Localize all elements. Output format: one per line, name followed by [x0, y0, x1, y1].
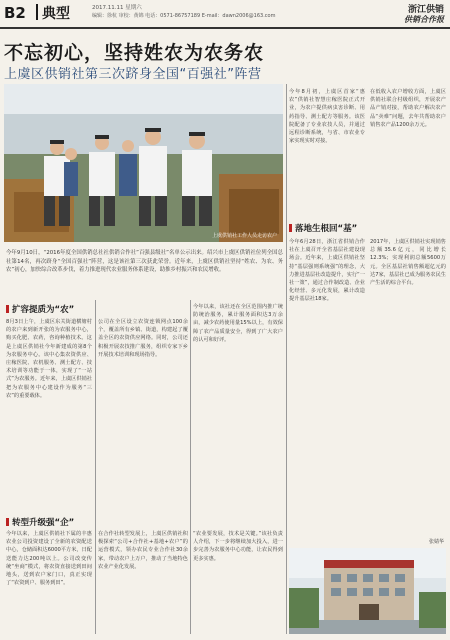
group-photo-illustration: [4, 84, 283, 242]
page-number: B2: [4, 4, 26, 22]
column-2-text: 公司在全区设立农资连锁网点100余个，覆盖所有乡镇、街道，构建起了覆盖全区的农资供应网络。同时，公司还积极开展农技推广服务，组织专家下乡开展技术培训和现场指导。: [98, 319, 188, 358]
section-heading-text: 扩容提质为“农”: [12, 305, 75, 315]
section-heading-text: 落地生根回“基”: [295, 224, 358, 234]
column-3-text-lower: “农业要发展，技术是关键。”该社负责人介绍，下一步将继续加大投入，进一步完善为农服务中心功能，让农民得到更多实惠。: [193, 531, 283, 562]
column-4-text: 今年8月初，上虞区首家“惠农”供销社智慧庄稼医院正式开业，为农户提供病虫害诊断、用药指导、测土配方等服务。该医院配备了专业农技人员，并通过远程诊断系统，与省、市农业专家实现实时对接。: [289, 89, 365, 145]
masthead: [0, 0, 450, 28]
column-5-text-lower: 2017年，上虞区供销社实现销售总额35.6亿元，同比增长12.3%；实现利润总额5600万元。全区基层社销售额超亿元的达7家，基层社已成为服务农民生产生活的综合平台。: [370, 239, 446, 287]
column-4-text-lower: 今年6月28日，浙江省供销合作社在上虞召开全省基层社建设现场会。近年来，上虞区供销社坚持“基层强则系统强”的理念，大力推进基层社改造提升，实行“一社一策”，通过合作制改造、企业化经营、多元化发展，累计改造提升基层社18家。: [289, 239, 365, 303]
column-1-text: 8月3日上午，上虞区东关街道横塘村的农户来到新开张的为农服务中心，购买化肥、农药，咨询种植技术。这是上虞区供销社今年新建成的第8个为农服务中心。该中心集农资供应、庄稼医院、农机服务、测土配方、技术培训等功能于一体，实现了“一站式”为农服务。近年来，上虞区供销社把为农服务中心建设作为服务“三农”的重要载体。: [6, 319, 92, 399]
column-3-text: 今年以来，该社还在全区范围内推广统防统治服务，累计服务面积达3万余亩，减少农药使用量15%以上，有效保障了农产品质量安全，得到了广大农户的认可和好评。: [193, 304, 283, 343]
newspaper-logo: 供销合作报: [404, 14, 444, 24]
article-lede: 今年9月10日，“2016年度全国供销总社社供销合作社”百强县级社”名单公示出来。绍兴市上虞区供销社位列全国总社第14名，再次跻身“全国百强社”阵营，这是该社第三次获此荣誉。近年来，上虞区供销社坚持“姓农、为农、务农”初心，加快综合改革步伐，着力推进现代农业服务体系建设，助推乡村振兴和农民增收。: [6, 250, 283, 274]
brand-name: 浙江供销: [407, 5, 444, 15]
heading-marker: [6, 305, 9, 313]
column-divider: [95, 300, 96, 634]
author-byline: 张婧华: [428, 539, 444, 545]
photo-caption: 上虞供销社工作人员走访农户: [211, 233, 277, 239]
section-title: 典型: [42, 6, 70, 22]
heading-marker: [289, 224, 292, 232]
section-heading: [6, 516, 74, 528]
masthead-divider: [36, 4, 38, 20]
editor-contact: 编辑：徐杭 审校：黄锦 电话：0571-86757189 E-mail：dawn2006@163.com: [92, 13, 276, 19]
building-photo: [289, 548, 446, 634]
building-illustration: [289, 548, 446, 634]
section-heading: [6, 303, 74, 315]
section-heading: [289, 222, 357, 234]
heading-marker: [6, 518, 9, 526]
column-5-text: 在低收入农户增收方面，上虞区供销社联合村级组织，开展农产品产销对接，帮助农户解决农产品“卖难”问题，去年共帮助农户销售农产品1200余万元。: [370, 89, 446, 128]
column-2-text-lower: 在合作社转型发展上，上虞区供销社积极探索“公司+合作社+基地+农户”的运营模式，领办农民专业合作社30余家，带动农户上万户，推动了当地特色农业产业化发展。: [98, 531, 188, 570]
masthead-rule: [0, 27, 450, 29]
issue-date: 2017.11.11 星期六: [92, 5, 142, 11]
column-1-text-lower: 今年以来，上虞区供销社下属的丰惠农业公司投资建设了全新的农资配送中心，仓储面积达6000平方米，日配送能力达200吨以上。公司改变传统“坐商”模式，将农资直接送到田间地头，送到农户家门口，真正实现了“农资到户、服务到田”。: [6, 531, 92, 587]
headline: 不忘初心，坚持姓农为农务农: [4, 42, 265, 64]
subheadline: 上虞区供销社第三次跻身全国“百强社”阵营: [4, 67, 262, 82]
section-heading-text: 转型升级强“企”: [12, 518, 75, 528]
column-divider: [286, 84, 287, 634]
main-photo: [4, 84, 283, 242]
column-divider: [190, 300, 191, 634]
